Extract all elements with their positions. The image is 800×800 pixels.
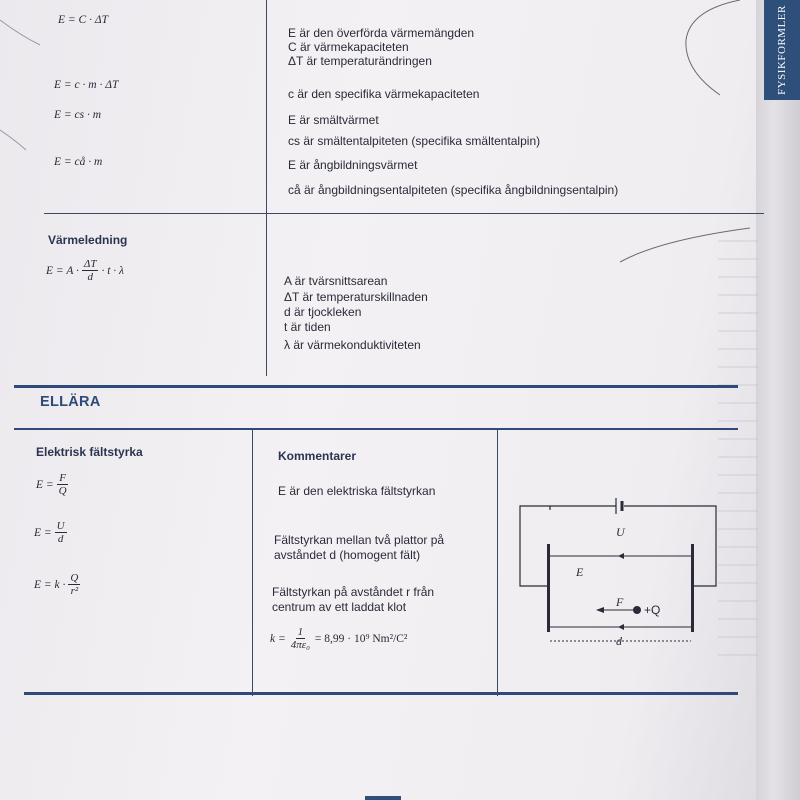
conduction-prefix: E = A · xyxy=(46,264,79,277)
f3-num: Q xyxy=(70,572,79,584)
field-arrow-1 xyxy=(618,553,624,559)
desc-heat-1b: C är värmekapaciteten xyxy=(288,40,409,54)
field-arrow-2 xyxy=(618,624,624,630)
desc-heat-1c: ΔT är temperaturändringen xyxy=(288,54,432,68)
conduction-frac-den: d xyxy=(87,271,93,283)
conduction-fraction xyxy=(82,258,99,283)
circuit-wire-right xyxy=(624,506,716,586)
desc-heat-1a: E är den överförda värmemängden xyxy=(288,26,475,40)
conduction-desc-2: ΔT är temperaturskillnaden xyxy=(284,290,428,304)
desc-heat-4a: E är ångbildningsvärmet xyxy=(288,158,418,172)
conduction-desc-1: A är tvärsnittsarean xyxy=(284,274,388,288)
formula-conduction xyxy=(46,258,124,283)
comment-plates-1: Fältstyrkan mellan två plattor på xyxy=(274,533,445,547)
parallel-plate-diagram xyxy=(516,488,726,648)
comment-plates-2: avståndet d (homogent fält) xyxy=(274,548,421,562)
formula-field-coulomb xyxy=(34,572,80,597)
f1-den: Q xyxy=(58,485,67,497)
next-pages-edge xyxy=(756,0,800,800)
formula-coulomb-constant xyxy=(270,626,407,651)
k-fraction xyxy=(289,626,312,651)
f2-num: U xyxy=(56,520,65,532)
column-divider-top xyxy=(266,0,267,376)
section-rule-top xyxy=(14,385,738,388)
k-den: 4πε₀ xyxy=(290,639,310,651)
conduction-frac-num: ΔT xyxy=(83,258,97,270)
force-arrowhead xyxy=(596,607,604,613)
charge-dot xyxy=(633,606,641,614)
f1-num: F xyxy=(59,472,67,484)
formula-heat-capacity: E = C · ΔT xyxy=(58,14,108,26)
page-footer-mark xyxy=(365,796,401,800)
comment-sphere-2: centrum av ett laddat klot xyxy=(272,600,407,614)
formula-field-voltage xyxy=(34,520,67,545)
field-strength-heading: Elektrisk fältstyrka xyxy=(36,445,143,459)
conduction-desc-4: t är tiden xyxy=(284,320,331,334)
formula-specific-heat: E = c · m · ΔT xyxy=(54,79,119,91)
circuit-wire-left xyxy=(520,506,550,586)
tab-label: FYSIKFORMLER xyxy=(776,5,788,95)
conduction-suffix: · t · λ xyxy=(101,264,125,277)
ellara-divider-1 xyxy=(252,430,253,696)
f1-prefix: E = xyxy=(36,478,54,491)
formula-vaporization: E = cå · m xyxy=(54,156,103,168)
f3-den: r² xyxy=(70,585,79,597)
label-d: d xyxy=(616,634,622,648)
label-F: F xyxy=(616,595,624,609)
f3-fraction xyxy=(68,572,80,597)
f3-prefix: E = k · xyxy=(34,578,66,591)
comments-heading: Kommentarer xyxy=(278,449,357,463)
label-Q: +Q xyxy=(644,603,661,617)
f1-fraction xyxy=(57,472,69,497)
desc-heat-3b: cs är smältentalpiteten (specifika smältentalpin) xyxy=(288,134,541,148)
comment-sphere-1: Fältstyrkan på avståndet r från xyxy=(272,585,435,599)
k-value: = 8,99 · 10⁹ Nm²/C² xyxy=(314,632,408,645)
section-tab[interactable] xyxy=(764,0,800,100)
ellara-divider-2 xyxy=(497,430,498,696)
pencil-scribble xyxy=(600,0,760,270)
section-rule-bottom xyxy=(24,692,738,695)
k-num: 1 xyxy=(297,626,304,638)
f2-prefix: E = xyxy=(34,526,52,539)
section-title-ellara: ELLÄRA xyxy=(40,394,101,410)
label-U: U xyxy=(616,525,625,539)
f2-den: d xyxy=(57,533,64,545)
f2-fraction xyxy=(55,520,67,545)
k-prefix: k = xyxy=(270,632,286,645)
desc-heat-2a: c är den specifika värmekapaciteten xyxy=(288,87,480,101)
plate-right xyxy=(691,544,694,632)
formula-field-force xyxy=(36,472,69,497)
plate-left xyxy=(547,544,550,632)
desc-heat-4b: cå är ångbildningsentalpiteten (specifika ångbildningsentalpin) xyxy=(288,183,619,197)
comment-field-def: E är den elektriska fältstyrkan xyxy=(278,484,436,498)
conduction-desc-5: λ är värmekonduktiviteten xyxy=(284,338,421,352)
formula-melting: E = cs · m xyxy=(54,109,102,121)
section-rule-heading xyxy=(14,428,738,430)
conduction-heading: Värmeledning xyxy=(48,233,128,247)
row-divider xyxy=(44,213,764,214)
conduction-desc-3: d är tjockleken xyxy=(284,305,362,319)
desc-heat-3a: E är smältvärmet xyxy=(288,113,379,127)
label-E: E xyxy=(576,565,584,579)
